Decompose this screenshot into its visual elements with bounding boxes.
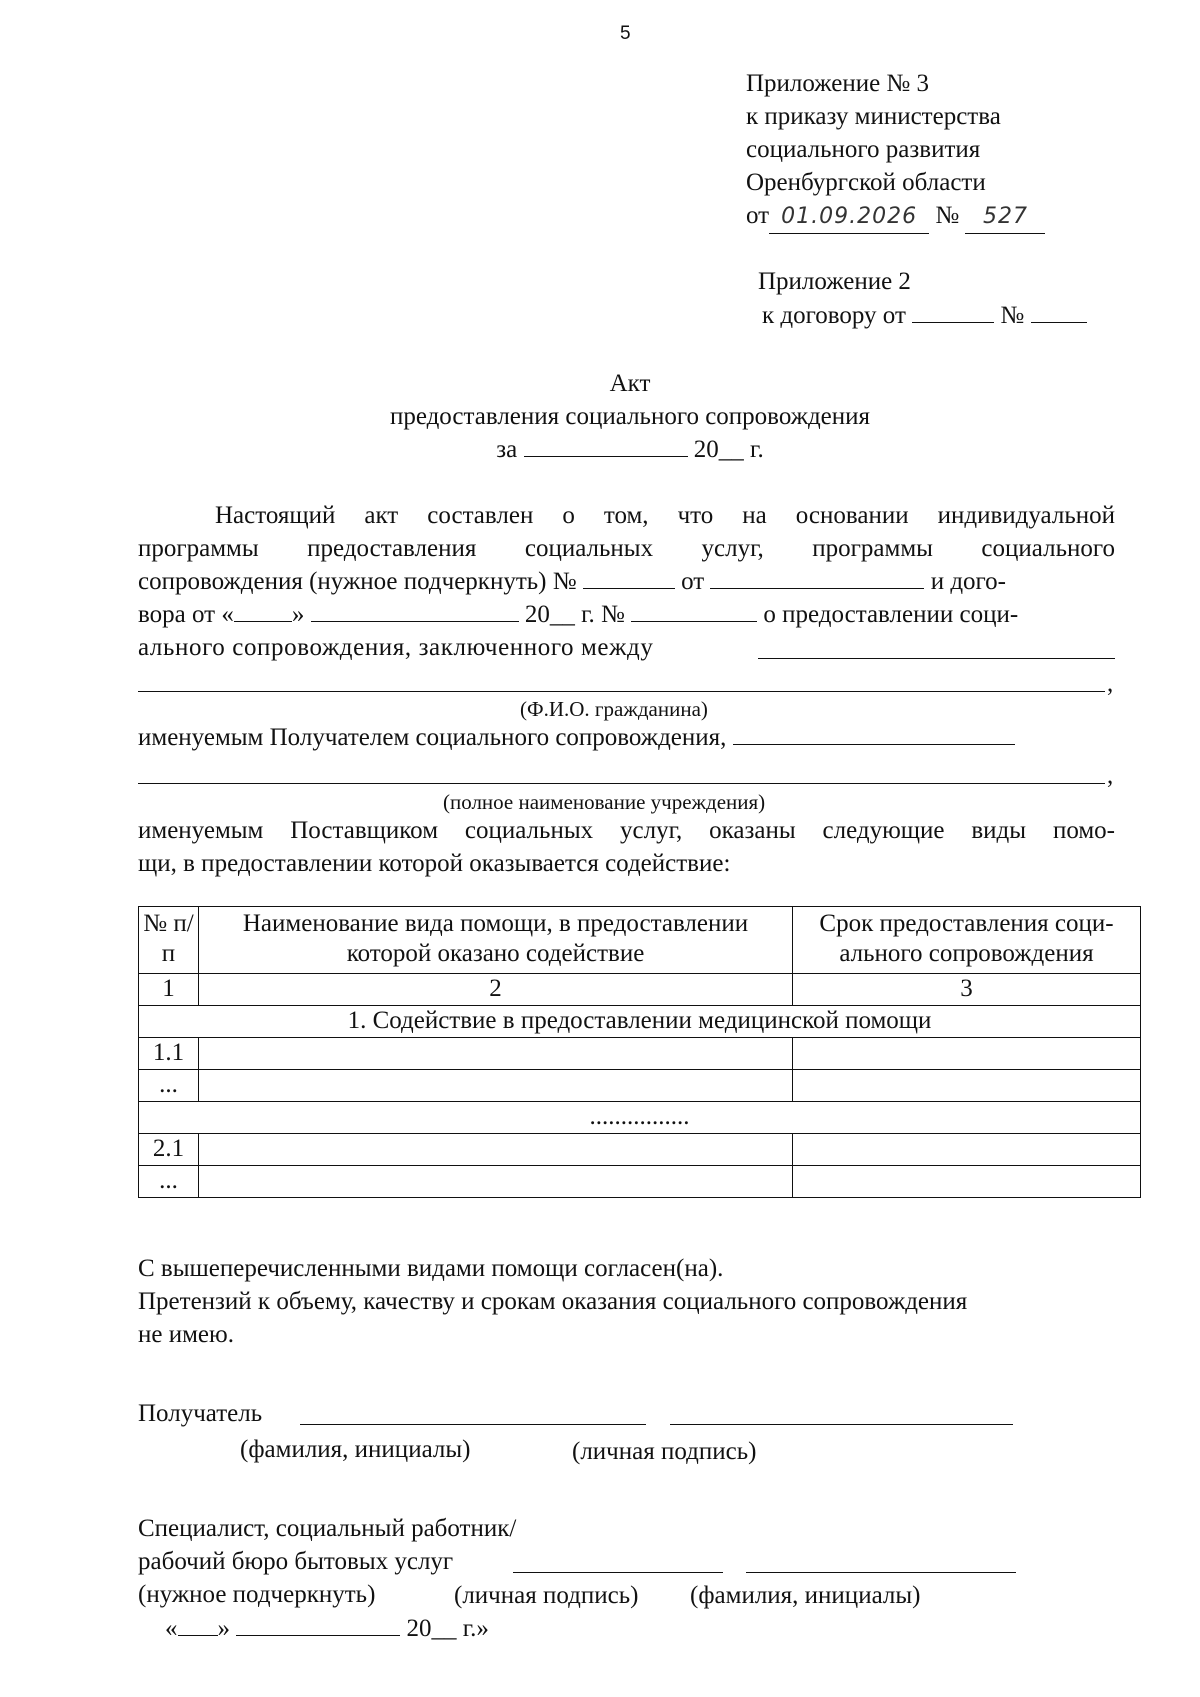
- title-subject: предоставления социального сопровождения: [389, 403, 871, 430]
- citizen-name-blank: [138, 691, 1105, 692]
- body-line-3-c: и дого-: [930, 568, 1007, 595]
- title-period: [0, 434, 1200, 466]
- appendix2-num-prefix: №: [1000, 302, 1025, 329]
- appendix3-num-prefix: №: [935, 202, 960, 229]
- section-dots: ................: [139, 1102, 1141, 1134]
- body-line-4-c: 20__ г. №: [524, 601, 625, 628]
- body-line-5: ального сопровождения, заключенного между: [138, 634, 654, 661]
- contract-day-blank: [234, 599, 292, 622]
- specialist-name-blank: [746, 1572, 1016, 1573]
- table-numbering-row: [139, 974, 1141, 1006]
- sign-month-blank: [236, 1613, 400, 1636]
- appendix3-num-value: 527: [965, 201, 1045, 234]
- appendix2-contract-line: [762, 300, 1087, 332]
- specialist-line-2: рабочий бюро бытовых услуг: [138, 1548, 454, 1575]
- contract-number2-blank: [631, 599, 757, 622]
- caption-organization: (полное наименование учреждения): [443, 790, 766, 814]
- row-number: ...: [139, 1070, 199, 1102]
- period-blank: [524, 434, 688, 457]
- table-section-row: [139, 1102, 1141, 1134]
- specialist-line-1: Специалист, социальный работник/: [138, 1515, 517, 1542]
- table-header-row: [139, 907, 1141, 974]
- table-section-row: [139, 1006, 1141, 1038]
- appendix3-title: Приложение № 3: [746, 70, 930, 97]
- body-line-provider: именуемым Поставщиком социальных услуг, оказаны следующие виды помо-: [138, 817, 1115, 844]
- table-row: [139, 1166, 1141, 1198]
- row-term-cell: [793, 1134, 1141, 1166]
- appendix3-line3: социального развития: [746, 136, 981, 163]
- row-term-cell: [793, 1038, 1141, 1070]
- comma-1: ,: [1107, 670, 1114, 697]
- parties-blank: [758, 658, 1115, 659]
- date-open-quote: «: [165, 1615, 178, 1642]
- col-number-3: 3: [793, 974, 1141, 1006]
- closing-line-2: Претензий к объему, качеству и срокам оказания социального сопровождения: [138, 1288, 968, 1315]
- body-line-4: [138, 599, 1018, 631]
- appendix2-title: Приложение 2: [758, 268, 911, 295]
- appendix2-contract-prefix: к договору от: [762, 302, 906, 329]
- appendix3-date-prefix: от: [746, 202, 770, 229]
- contract-month-blank: [311, 599, 519, 622]
- row-assistance-cell: [199, 1070, 793, 1102]
- closing-line-3: не имею.: [138, 1321, 234, 1348]
- table-row: [139, 1134, 1141, 1166]
- contract-number-blank: [1031, 300, 1087, 323]
- specialist-sign-blank: [513, 1572, 723, 1573]
- section-medical: 1. Содействие в предоставлении медицинской помощи: [139, 1006, 1141, 1038]
- title-period-prefix: за: [496, 436, 518, 463]
- col-number-2: 2: [199, 974, 793, 1006]
- body-line-assistance: щи, в предоставлении которой оказывается содействие:: [138, 850, 731, 877]
- col-number-1: 1: [139, 974, 199, 1006]
- header-assistance-type: Наименование вида помощи, в предоставлении которой оказано содействие: [199, 907, 793, 974]
- signature-date-line: [165, 1613, 489, 1645]
- comma-2: ,: [1107, 762, 1114, 789]
- ips-date-blank: [710, 566, 924, 589]
- recipient-label: Получатель: [138, 1400, 263, 1427]
- caption-specialist-sign: (личная подпись): [454, 1582, 639, 1609]
- ips-number-blank: [583, 566, 675, 589]
- sign-day-blank: [178, 1613, 218, 1636]
- header-number: № п/п: [139, 907, 199, 974]
- table-row: [139, 1070, 1141, 1102]
- body-line-1: Настоящий акт составлен о том, что на основании индивидуальной: [215, 502, 1115, 529]
- date-close-quote: »: [217, 1615, 230, 1642]
- row-number: 1.1: [139, 1038, 199, 1070]
- row-number: ...: [139, 1166, 199, 1198]
- date-year: 20__ г.»: [406, 1615, 489, 1642]
- row-term-cell: [793, 1070, 1141, 1102]
- body-line-3-a: сопровождения (нужное подчеркнуть) №: [138, 568, 577, 595]
- row-assistance-cell: [199, 1038, 793, 1070]
- appendix3-line2: к приказу министерства: [746, 103, 1001, 130]
- appendix3-date-line: [746, 200, 1045, 234]
- closing-line-1: С вышеперечисленными видами помощи согласен(на).: [138, 1255, 724, 1282]
- body-line-2: программы предоставления социальных услуг, программы социального: [138, 535, 1115, 562]
- caption-citizen-name: (Ф.И.О. гражданина): [520, 697, 708, 721]
- table-row: [139, 1038, 1141, 1070]
- body-line-3: [138, 566, 1006, 598]
- recipient-blank: [733, 722, 1015, 745]
- caption-recipient-name: (фамилия, инициалы): [240, 1436, 471, 1463]
- recipient-line: [138, 722, 1015, 754]
- page-number: 5: [620, 23, 631, 44]
- appendix3-line4: Оренбургской области: [746, 169, 986, 196]
- title-act: Акт: [609, 370, 651, 397]
- body-line-4-d: о предоставлении соци-: [763, 601, 1019, 628]
- organization-blank: [138, 783, 1105, 784]
- recipient-line-text: именуемым Получателем социального сопровождения,: [138, 724, 727, 751]
- row-term-cell: [793, 1166, 1141, 1198]
- row-assistance-cell: [199, 1134, 793, 1166]
- header-term: Срок предоставления соци-ального сопровождения: [793, 907, 1141, 974]
- contract-date-blank: [912, 300, 994, 323]
- assistance-table: [138, 906, 1141, 1198]
- caption-recipient-sign: (личная подпись): [572, 1438, 757, 1465]
- body-line-4-b: »: [291, 601, 305, 628]
- title-period-year: 20__ г.: [693, 436, 764, 463]
- row-number: 2.1: [139, 1134, 199, 1166]
- appendix3-date-value: 01.09.2026: [769, 201, 929, 234]
- recipient-name-blank: [300, 1424, 646, 1425]
- body-line-4-a: вора от «: [138, 601, 234, 628]
- recipient-sign-blank: [670, 1424, 1013, 1425]
- caption-underline-hint: (нужное подчеркнуть): [138, 1581, 376, 1608]
- row-assistance-cell: [199, 1166, 793, 1198]
- caption-specialist-name: (фамилия, инициалы): [690, 1582, 921, 1609]
- body-line-3-b: от: [681, 568, 705, 595]
